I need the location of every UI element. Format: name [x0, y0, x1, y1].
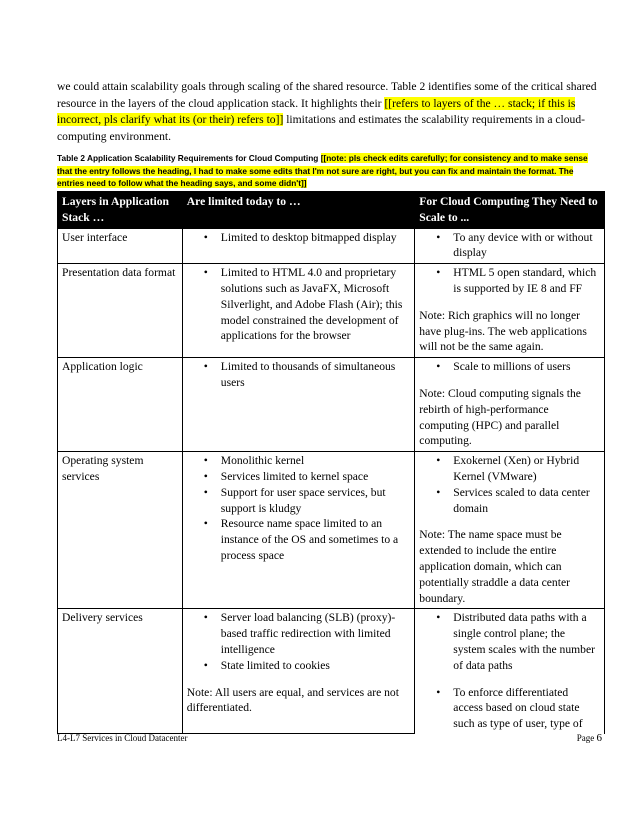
list-item: • Distributed data paths with a single control plane; the system scales with the number of data paths	[436, 611, 595, 672]
list-item: • Limited to desktop bitmapped display	[203, 230, 397, 244]
list-item: • To any device with or without display	[436, 230, 593, 260]
list-item: • State limited to cookies	[203, 658, 330, 672]
cell-note: Note: Rich graphics will no longer have plug-ins. The web applications will not be the same again.	[419, 308, 587, 354]
caption-editor-comment: [[note: pls check edits carefully; for consistency and to make sense that the entry follows the heading, I had to make some edits that I'm not sure are right, but you can fix and maintain the format. The entries need to follow what the heading says, and some didn't]]	[57, 153, 588, 188]
scale-cell	[415, 228, 605, 264]
limited-cell	[182, 264, 415, 358]
scale-cell	[415, 609, 605, 734]
cell-note: Note: The name space must be extended to include the entire application domain, which can potentially straddle a data center boundary.	[419, 528, 570, 605]
scale-cell	[415, 264, 605, 358]
limited-cell	[182, 609, 415, 734]
header-scale: For Cloud Computing They Need to Scale to ...	[415, 192, 605, 229]
list-item: • Support for user space services, but support is kludgy	[203, 485, 386, 515]
list-item: • HTML 5 open standard, which is supported by IE 8 and FF	[436, 266, 597, 295]
list-item: • Exokernel (Xen) or Hybrid Kernel (VMware)	[436, 454, 580, 483]
layer-cell: Application logic	[58, 358, 183, 452]
bullet-icon: •	[203, 266, 208, 280]
bullet-icon: •	[436, 230, 441, 244]
table-caption	[57, 152, 602, 190]
header-limited: Are limited today to …	[182, 192, 415, 229]
bullet-icon: •	[203, 658, 208, 672]
list-item: • Limited to HTML 4.0 and proprietary solutions such as JavaFX, Microsoft Silverlight, and Adobe Flash (Air); this model constrained the development of applications for the browser	[203, 266, 403, 343]
page-footer	[57, 733, 602, 743]
intro-editor-comment: [[refers to layers of the … stack; if this is incorrect, pls clarify what its (or their) refers to]]	[57, 96, 576, 126]
layer-cell: Presentation data format	[58, 264, 183, 358]
table-row	[58, 264, 605, 358]
list-item: • Monolithic kernel	[203, 454, 305, 468]
caption-title: Table 2 Application Scalability Requirements for Cloud Computing	[57, 153, 321, 163]
bullet-icon: •	[203, 454, 208, 468]
bullet-icon: •	[436, 485, 441, 499]
table-row	[58, 609, 605, 734]
scale-cell	[415, 452, 605, 609]
list-item: • Server load balancing (SLB) (proxy)-based traffic redirection with limited intelligence	[203, 611, 396, 656]
limited-cell	[182, 452, 415, 609]
layer-cell: Operating system services	[58, 452, 183, 609]
list-item: • Limited to thousands of simultaneous users	[203, 360, 396, 389]
limited-cell	[182, 228, 415, 264]
scalability-table	[57, 191, 605, 734]
intro-text-start: we could attain scalability goals through scaling of the shared resource. Table 2 identifies some of the critical shared resource in the layers of the cloud application stack. It highlights their	[57, 80, 597, 110]
bullet-icon: •	[203, 611, 208, 625]
list-item: • To enforce differentiated access based on cloud state such as type of user, type of	[436, 685, 583, 731]
list-item: • Scale to millions of users	[436, 360, 571, 374]
intro-text-end: limitations and estimates the scalability requirements in a cloud-computing environment.	[57, 113, 585, 143]
footer-title: L4-L7 Services in Cloud Datacenter	[57, 733, 188, 743]
list-item: • Services limited to kernel space	[203, 469, 369, 483]
limited-cell	[182, 358, 415, 452]
cell-note: Note: Cloud computing signals the rebirth of high-performance computing (HPC) and parallel computing.	[419, 386, 581, 448]
page-number: Page 6	[576, 732, 602, 744]
bullet-icon: •	[203, 360, 208, 374]
bullet-icon: •	[436, 685, 441, 699]
table-row	[58, 452, 605, 609]
scale-cell	[415, 358, 605, 452]
layer-cell: User interface	[58, 228, 183, 264]
bullet-icon: •	[436, 611, 441, 625]
bullet-icon: •	[436, 454, 441, 468]
header-layers: Layers in Application Stack …	[58, 192, 183, 229]
intro-paragraph	[57, 79, 602, 145]
bullet-icon: •	[203, 230, 208, 244]
layer-cell: Delivery services	[58, 609, 183, 734]
table-header-row	[58, 192, 605, 229]
list-item: • Resource name space limited to an instance of the OS and sometimes to a process space	[203, 517, 399, 562]
table-row	[58, 228, 605, 264]
bullet-icon: •	[203, 485, 208, 499]
bullet-icon: •	[436, 360, 441, 374]
bullet-icon: •	[203, 469, 208, 483]
cell-note: Note: All users are equal, and services are not differentiated.	[186, 685, 399, 715]
table-row	[58, 358, 605, 452]
bullet-icon: •	[203, 517, 208, 531]
list-item: • Services scaled to data center domain	[436, 485, 590, 515]
bullet-icon: •	[436, 266, 441, 280]
